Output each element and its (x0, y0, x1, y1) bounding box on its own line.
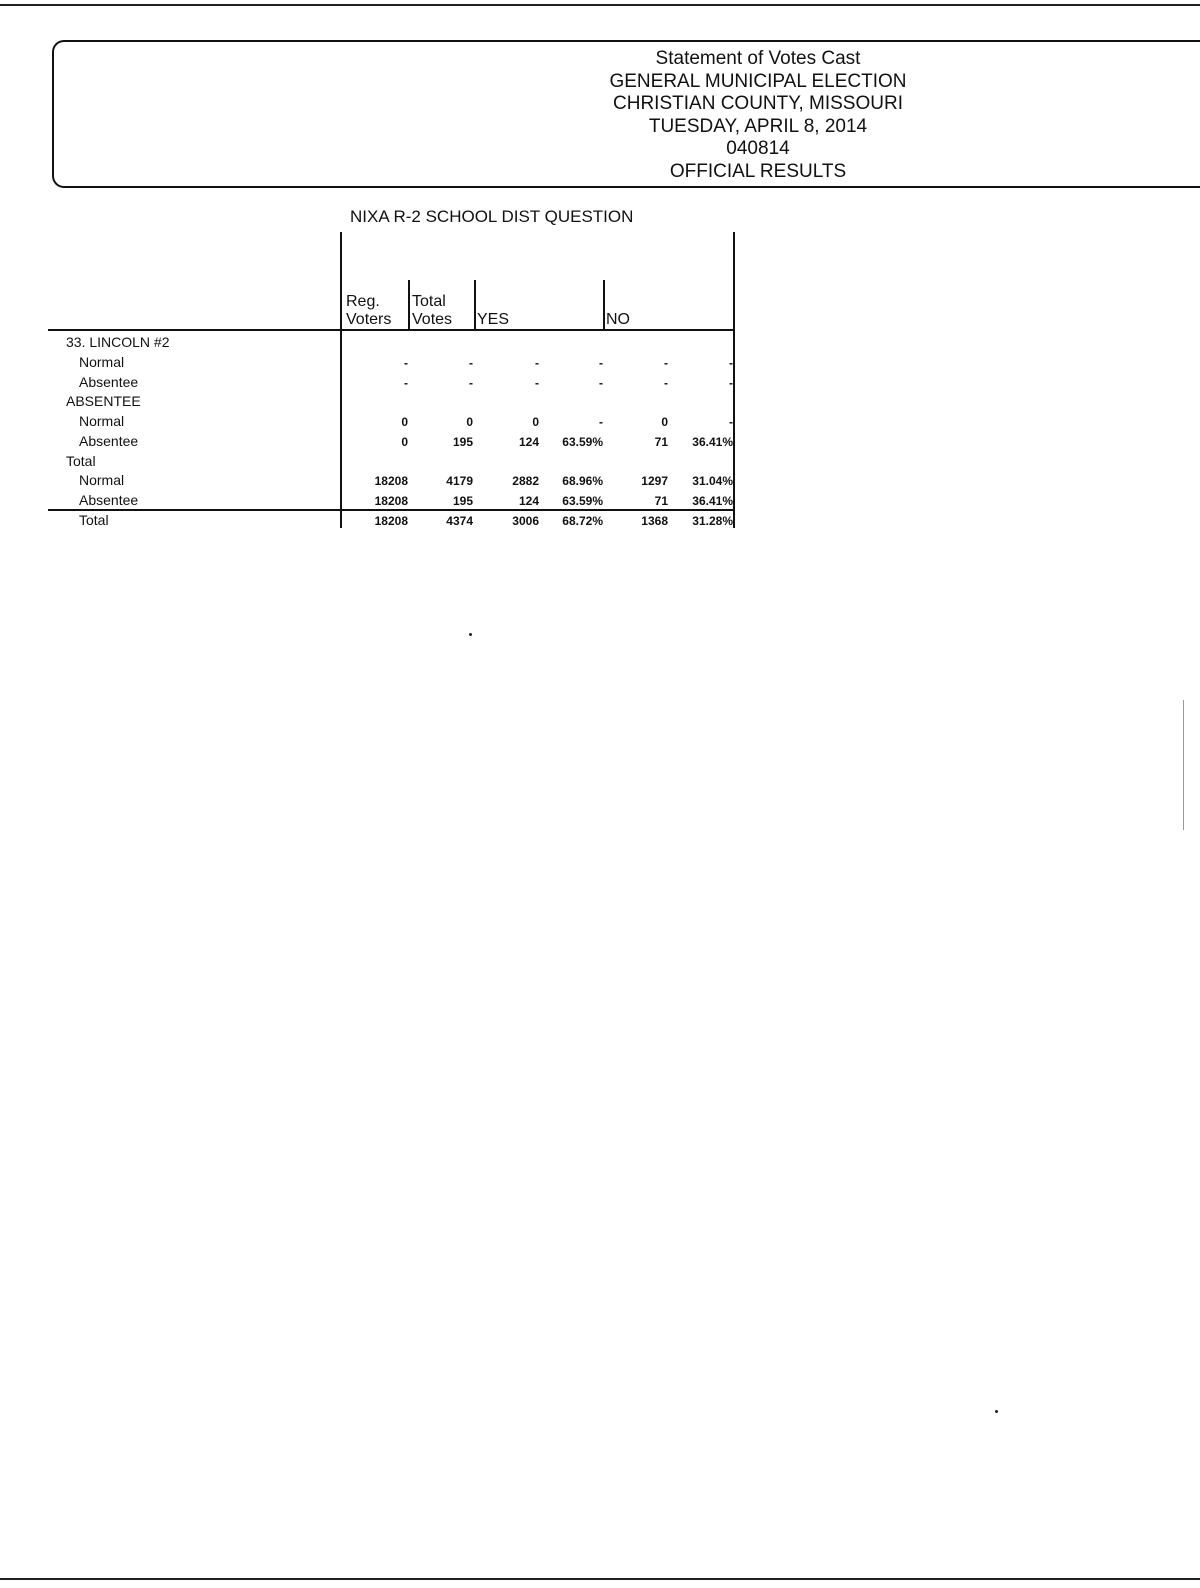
cell-yes-votes: - (535, 376, 539, 390)
cell-reg-voters: 18208 (374, 474, 408, 488)
top-page-rule (0, 4, 1200, 6)
cell-reg-voters: 0 (401, 435, 408, 449)
cell-reg-voters: - (404, 356, 408, 370)
cell-no-percent: - (729, 415, 733, 429)
col-head-reg-line1: Reg. (346, 293, 380, 310)
cell-no-percent: 36.41% (692, 435, 733, 449)
cell-total-votes: 0 (466, 415, 473, 429)
column-divider-total-votes (408, 280, 410, 330)
cell-yes-percent: - (599, 376, 603, 390)
header-line-official: OFFICIAL RESULTS (669, 160, 847, 182)
col-head-reg-line2: Voters (346, 311, 392, 328)
row-label: 33. LINCOLN #2 (66, 334, 170, 350)
row-label: ABSENTEE (66, 393, 141, 409)
col-head-reg-voters (346, 293, 391, 329)
cell-no-percent: 31.04% (692, 474, 733, 488)
cell-yes-votes: - (535, 356, 539, 370)
cell-total-votes: 4374 (446, 514, 473, 528)
row-label: Absentee (79, 492, 139, 508)
cell-reg-voters: 18208 (374, 514, 408, 528)
cell-yes-percent: 68.96% (562, 474, 603, 488)
header-line-county: CHRISTIAN COUNTY, MISSOURI (613, 93, 903, 114)
cell-no-votes: 71 (654, 494, 668, 508)
column-divider-yes (474, 280, 476, 330)
cell-yes-percent: 63.59% (562, 494, 603, 508)
row-label: Absentee (79, 374, 139, 390)
cell-no-votes: - (664, 376, 668, 390)
cell-yes-votes: 124 (518, 494, 539, 508)
column-divider-no (603, 280, 605, 330)
scan-edge-mark (1183, 700, 1184, 830)
cell-reg-voters: 18208 (374, 494, 408, 508)
header-line-election: GENERAL MUNICIPAL ELECTION (609, 70, 907, 92)
bottom-page-rule (0, 1578, 1200, 1580)
cell-yes-percent: - (599, 415, 603, 429)
cell-no-percent: - (729, 356, 733, 370)
header-line-code: 040814 (726, 138, 790, 159)
cell-no-percent: 31.28% (692, 514, 733, 528)
cell-no-votes: 1297 (641, 474, 668, 488)
question-title: NIXA R-2 SCHOOL DIST QUESTION (350, 207, 634, 226)
header-line-statement: Statement of Votes Cast (655, 48, 861, 69)
cell-yes-percent: - (599, 356, 603, 370)
cell-yes-percent: 63.59% (562, 435, 603, 449)
cell-total-votes: 195 (452, 435, 473, 449)
cell-no-votes: 1368 (641, 514, 668, 528)
cell-no-votes: - (664, 356, 668, 370)
cell-no-votes: 71 (654, 435, 668, 449)
total-rule (48, 509, 734, 511)
cell-yes-votes: 0 (532, 415, 539, 429)
scan-speck (995, 1410, 998, 1413)
col-head-yes: YES (477, 311, 510, 328)
cell-total-votes: - (469, 376, 473, 390)
row-label: Absentee (79, 433, 139, 449)
column-header-rule (48, 329, 734, 331)
cell-total-votes: - (469, 356, 473, 370)
cell-no-votes: 0 (661, 415, 668, 429)
cell-total-votes: 195 (452, 494, 473, 508)
col-head-total-votes (412, 293, 452, 329)
table-divider-right (733, 232, 735, 528)
cell-reg-voters: 0 (401, 415, 408, 429)
cell-no-percent: - (729, 376, 733, 390)
cell-no-percent: 36.41% (692, 494, 733, 508)
cell-yes-percent: 68.72% (562, 514, 603, 528)
row-label: Total (79, 512, 109, 528)
cell-yes-votes: 2882 (512, 474, 539, 488)
header-line-date: TUESDAY, APRIL 8, 2014 (648, 115, 868, 137)
row-label: Normal (79, 413, 125, 429)
col-head-total-line2: Votes (412, 311, 453, 328)
cell-reg-voters: - (404, 376, 408, 390)
col-head-no: NO (606, 311, 630, 328)
row-label: Normal (79, 472, 125, 488)
row-label: Total (66, 453, 96, 469)
cell-yes-votes: 124 (518, 435, 539, 449)
cell-yes-votes: 3006 (512, 514, 539, 528)
row-label: Normal (79, 354, 125, 370)
cell-total-votes: 4179 (446, 474, 473, 488)
col-head-total-line1: Total (412, 293, 446, 310)
scan-speck (469, 633, 472, 636)
report-header (560, 48, 956, 183)
